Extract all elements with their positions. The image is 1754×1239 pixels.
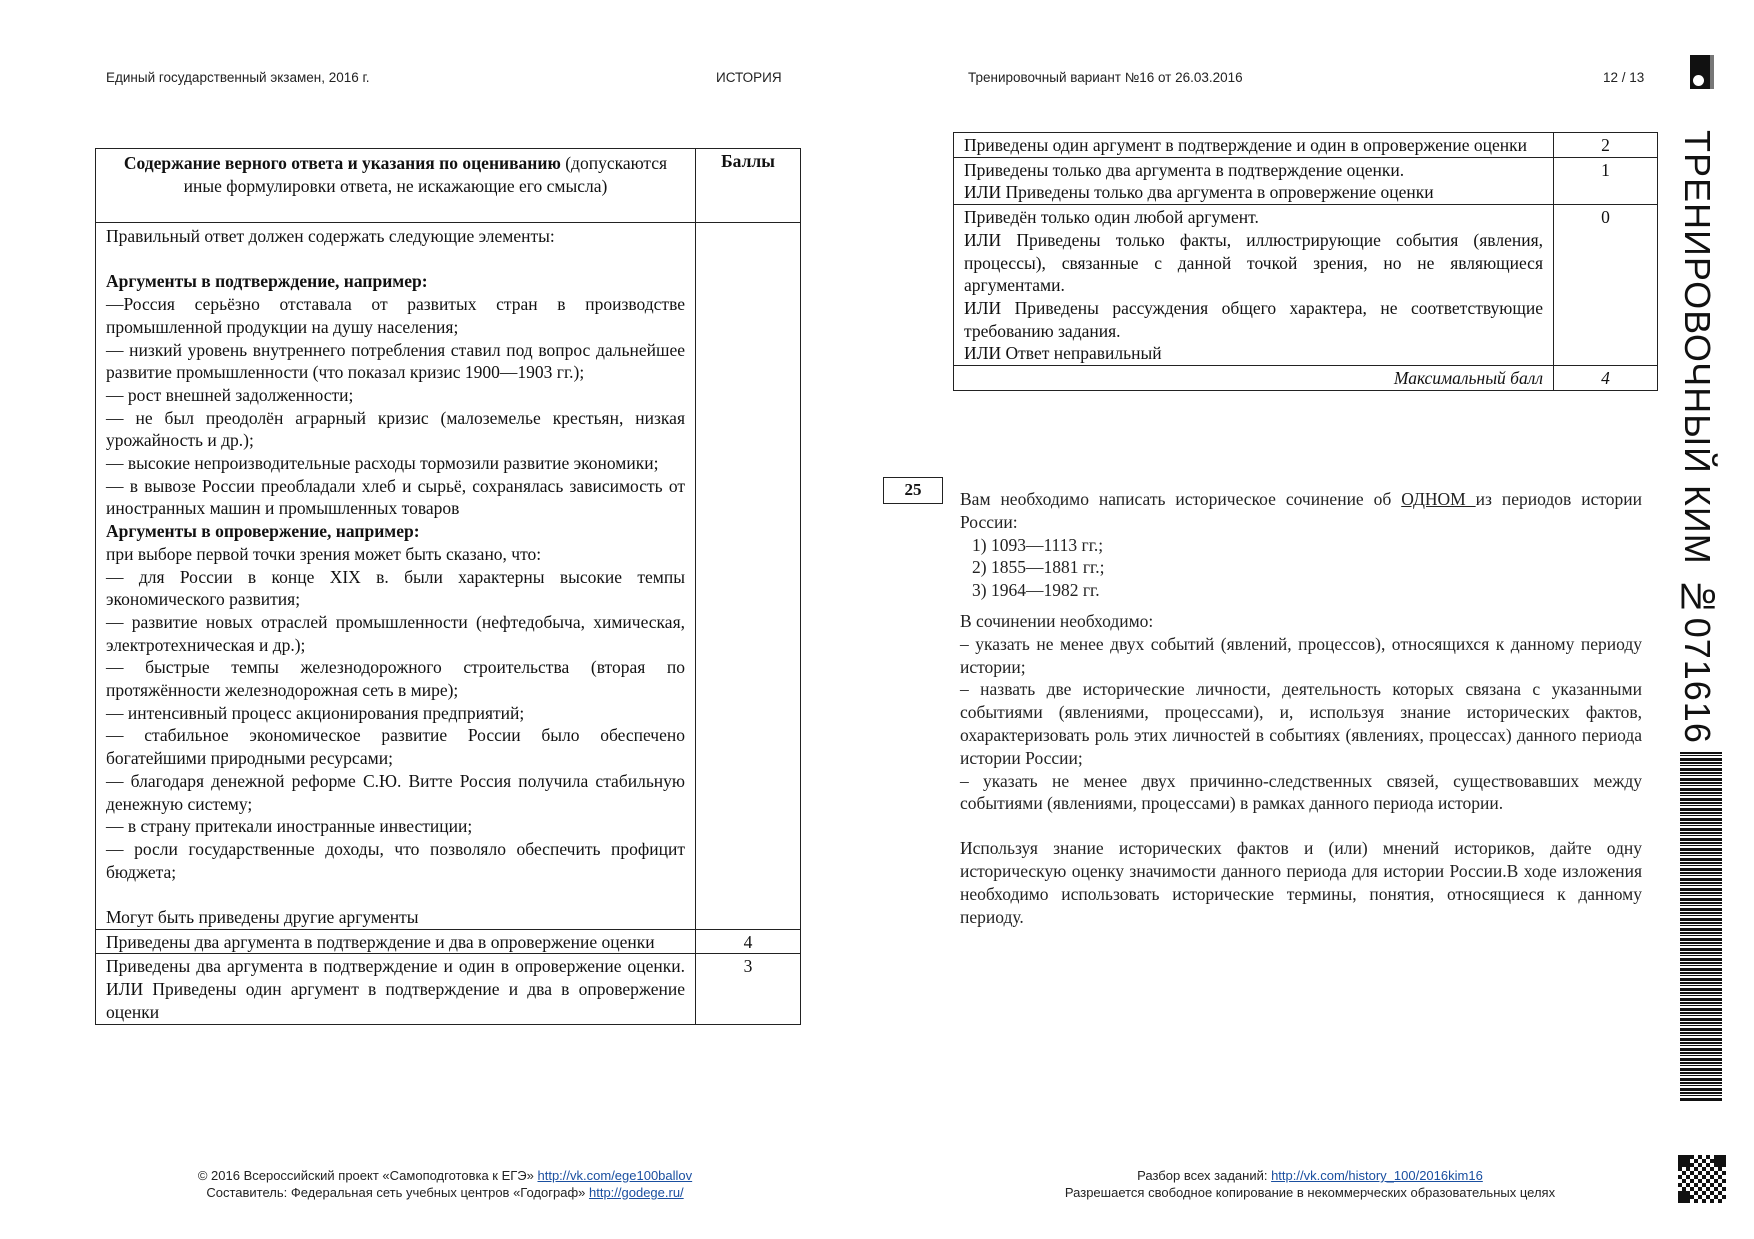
task-number: 25 [883, 477, 943, 504]
logo-icon [1690, 55, 1714, 89]
pro-argument: — в вывозе России преобладали хлеб и сырьё, сохранялась зависимость от иностранных машин и промышленных товаров [106, 475, 685, 519]
criterion-row: Приведены два аргумента в подтверждение и один в опровержение оценки. ИЛИ Приведены один аргумент в подтверждение и два в опровержение оценки [96, 954, 696, 1024]
con-argument: — развитие новых отраслей промышленности (нефтедобыча, химическая, электротехническая и др.); [106, 611, 685, 655]
criterion-row [954, 157, 1554, 204]
header-subject: ИСТОРИЯ [716, 70, 782, 85]
points-header: Баллы [696, 149, 801, 223]
pro-argument: — рост внешней задолженности; [106, 384, 354, 405]
task-intro: Вам необходимо написать историческое сочинение об [960, 489, 1402, 509]
period: 2) 1855—1881 гг.; [972, 557, 1105, 578]
kim-label: ТРЕНИРОВОЧНЫЙ КИМ №071616 [1677, 130, 1718, 744]
header-bold: Содержание верного ответа и указания по оцениванию [123, 153, 561, 173]
points: 2 [1554, 133, 1658, 158]
footer-right [1000, 1167, 1620, 1201]
con-argument: — в страну притекали иностранные инвестиции; [106, 816, 473, 837]
criterion-row: Приведены два аргумента в подтверждение и два в опровержение оценки [96, 929, 696, 954]
criterion-line: Приведены только два аргумента в подтверждение оценки. [964, 159, 1405, 180]
answer-content [96, 223, 696, 930]
task-25 [960, 488, 1642, 928]
header-variant: Тренировочный вариант №16 от 26.03.2016 [968, 70, 1243, 85]
header-exam: Единый государственный экзамен, 2016 г. [106, 70, 370, 85]
period: 1) 1093—1113 гг.; [972, 534, 1104, 555]
criterion-line: ИЛИ Ответ неправильный [964, 343, 1162, 364]
con-argument: — быстрые темпы железнодорожного строительства (вторая по протяжённости железнодорожная сеть в мире); [106, 657, 685, 701]
con-argument: — интенсивный процесс акционирования предприятий; [106, 702, 525, 723]
requirement: – указать не менее двух событий (явлений, процессов), относящихся к данному периоду истории; [960, 633, 1642, 677]
period: 3) 1964—1982 гг. [972, 580, 1100, 601]
criterion-row [954, 133, 1554, 158]
points: 4 [696, 929, 801, 954]
pro-list [106, 293, 685, 520]
con-list [106, 566, 685, 884]
criterion-line: ИЛИ Приведены только факты, иллюстрирующие события (явления, процессы), связанные с данной точкой зрения, но не являющиеся аргументами. [964, 229, 1543, 296]
pro-title: Аргументы в подтверждение, например: [106, 271, 428, 292]
con-intro: при выборе первой точки зрения может быть сказано, что: [106, 543, 542, 564]
footer-copyright: © 2016 Всероссийский проект «Самоподготовка к ЕГЭ» [197, 1168, 538, 1183]
max-score: 4 [1554, 366, 1658, 391]
qr-code [1678, 1155, 1726, 1203]
con-argument: — стабильное экономическое развитие России было обеспечено богатейшими природными ресурсами; [106, 725, 685, 769]
pro-argument: — не был преодолён аграрный кризис (малоземелье крестьян, низкая урожайность и др.); [106, 407, 685, 451]
points: 3 [696, 954, 801, 1024]
points: 1 [1554, 157, 1658, 204]
page-number: 12 / 13 [1603, 70, 1645, 85]
footer-link-godege[interactable]: http://godege.ru/ [588, 1185, 684, 1200]
criterion-line: Приведён только один любой аргумент. [964, 207, 1259, 228]
scoring-table-left [95, 148, 801, 1025]
table-header [96, 149, 696, 223]
con-argument: — росли государственные доходы, что позволяло обеспечить профицит бюджета; [106, 838, 685, 882]
criterion-line: Приведены один аргумент в подтверждение и один в опровержение оценки [964, 135, 1527, 155]
footer-author: Составитель: Федеральная сеть учебных центров «Годограф» [206, 1185, 589, 1200]
scoring-table-right [953, 132, 1658, 391]
task-intro-end: из периодов истории России: [960, 489, 1642, 532]
points: 0 [1554, 205, 1658, 366]
pro-argument: — высокие непроизводительные расходы тормозили развитие экономики; [106, 453, 659, 474]
criterion-line: ИЛИ Приведены рассуждения общего характера, не соответствующие требованию задания. [964, 297, 1543, 341]
barcode [1680, 752, 1722, 1102]
pro-argument: —Россия серьёзно отставала от развитых стран в производстве промышленной продукции на душу населения; [106, 294, 685, 337]
con-argument: — благодаря денежной реформе С.Ю. Витте Россия получила стабильную денежную систему; [106, 770, 685, 814]
requirement: – назвать две исторические личности, деятельность которых связана с указанными событиями (явлениями, процессами), и, используя знание исторических фактов, охарактеризовать роль этих личностей в событиях (явлениях, процессах) данного периода истории России; [960, 679, 1642, 768]
header-note: (допускаются иные формулировки ответа, не искажающие его смысла) [183, 153, 668, 196]
max-score-label: Максимальный балл [954, 366, 1554, 391]
intro: Правильный ответ должен содержать следующие элементы: [106, 226, 555, 246]
footer-analysis: Разбор всех заданий: [1137, 1168, 1272, 1183]
requirement: – указать не менее двух причинно-следственных связей, существовавших между событиями (явлениями, процессами) в рамках данного периода истории. [960, 770, 1642, 814]
criterion-row [954, 205, 1554, 366]
footer-left [130, 1167, 760, 1201]
task-final: Используя знание исторических фактов и (или) мнений историков, дайте одну историческую оценку значимости данного периода для истории России.В ходе изложения необходимо использовать исторические термины, понятия, относящиеся к данному периоду. [960, 838, 1642, 927]
con-title: Аргументы в опровержение, например: [106, 521, 420, 542]
pro-argument: — низкий уровень внутреннего потребления ставил под вопрос дальнейшее развитие промышленности (что показал кризис 1900—1903 гг.); [106, 339, 685, 383]
footer-link-vk[interactable]: http://vk.com/ege100ballov [537, 1168, 693, 1183]
con-argument: — для России в конце XIX в. были характерны высокие темпы экономического развития; [106, 566, 685, 610]
footer-license: Разрешается свободное копирование в некоммерческих образовательных целях [1064, 1185, 1556, 1200]
requirements-title: В сочинении необходимо: [960, 610, 1154, 631]
other-args: Могут быть приведены другие аргументы [106, 907, 419, 928]
criterion-line: ИЛИ Приведены только два аргумента в опровержение оценки [964, 182, 1434, 203]
task-emphasis: ОДНОМ [1401, 489, 1476, 509]
footer-link-analysis[interactable]: http://vk.com/history_100/2016kim16 [1271, 1168, 1483, 1183]
